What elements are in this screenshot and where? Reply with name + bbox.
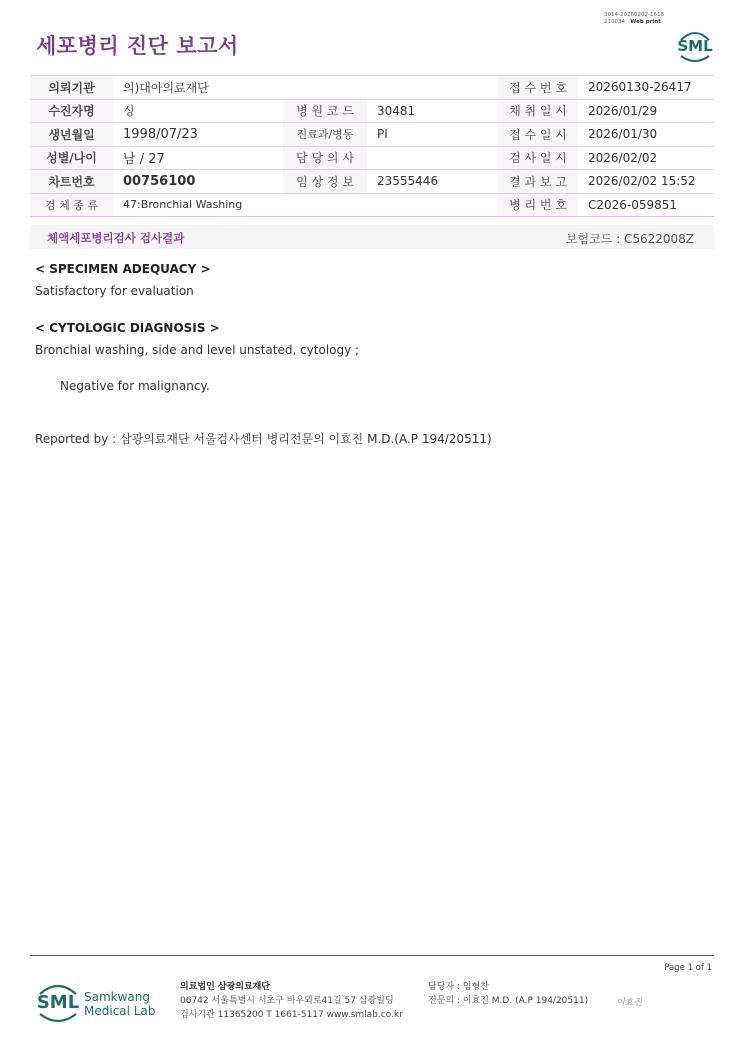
field-value: 2026/01/30: [578, 123, 714, 147]
insurance-code: 보험코드 : C5622008Z: [565, 232, 694, 246]
doctor-name: 이효진 M.D. (A.P 194/20511): [462, 996, 589, 1006]
reported-by: Reported by : 삼광의료재단 서울검사센터 병리전문의 이효진 M.D.(A.P 194/20511): [35, 432, 492, 446]
field-label: 병 리 번 호: [498, 193, 578, 217]
staff-label: 담당자 :: [428, 982, 460, 992]
diagnosis-text: Bronchial washing, side and level unstated, cytology ;: [35, 343, 360, 357]
sml-logo: [676, 26, 714, 66]
logo-text: SML: [677, 37, 713, 55]
field-label: 수진자명: [30, 99, 113, 123]
field-label: 결 과 보 고: [498, 170, 578, 194]
patient-info-table: [30, 75, 714, 217]
field-label: 임 상 정 보: [283, 170, 367, 194]
field-value: 30481: [367, 99, 498, 123]
field-value: 2026/02/02: [578, 146, 714, 170]
org-contact: 검사기관 11365200 T 1661-5117 www.smlab.co.kr: [180, 1010, 403, 1020]
table-row: [30, 99, 714, 123]
doctor-label: 전문의 :: [428, 996, 460, 1006]
field-label: 채 취 일 시: [498, 99, 578, 123]
field-label: 차트번호: [30, 170, 113, 194]
table-row: [30, 193, 714, 217]
table-row: [30, 76, 714, 100]
field-label: 진료과/병동: [283, 123, 367, 147]
table-row: [30, 123, 714, 147]
footer-logo-text: SML: [36, 992, 80, 1013]
field-value: 00756100: [113, 170, 283, 194]
field-label: 접 수 번 호: [498, 76, 578, 100]
section-header: [30, 225, 714, 249]
adequacy-text: Satisfactory for evaluation: [35, 284, 194, 298]
brand-line1: Samkwang: [84, 990, 150, 1004]
field-value: C2026-059851: [578, 193, 714, 217]
footer-org-info: [180, 980, 403, 1022]
page-number: Page 1 of 1: [664, 963, 712, 973]
footer-staff-info: [428, 980, 588, 1008]
field-value: 2026/01/29: [578, 99, 714, 123]
table-row: [30, 170, 714, 194]
org-name: 의료법인 삼광의료재단: [180, 982, 271, 992]
print-meta: [604, 12, 664, 26]
field-label: 생년월일: [30, 123, 113, 147]
table-row: [30, 146, 714, 170]
print-meta-id: 3014-20260202-1618: [604, 12, 664, 18]
staff-name: 임형찬: [462, 982, 489, 992]
doctor-signature: 이효진: [616, 998, 643, 1008]
field-label: 접 수 일 시: [498, 123, 578, 147]
field-label: 의뢰기관: [30, 76, 113, 100]
field-value: 싱: [113, 99, 283, 123]
field-value: [367, 146, 498, 170]
section-title: 체액세포병리검사 검사결과: [47, 231, 185, 245]
field-value: PI: [367, 123, 498, 147]
field-value: 23555446: [367, 170, 498, 194]
diagnosis-result: Negative for malignancy.: [60, 379, 210, 393]
diagnosis-heading: < CYTOLOGIC DIAGNOSIS >: [35, 321, 220, 335]
field-value: 남 / 27: [113, 146, 283, 170]
footer-divider: [30, 955, 714, 956]
report-title: 세포병리 진단 보고서: [36, 34, 239, 58]
field-value: 1998/07/23: [113, 123, 283, 147]
field-label: 병 원 코 드: [283, 99, 367, 123]
org-address: 06742 서울특별시 서초구 바우뫼로41길 57 삼광빌딩: [180, 996, 394, 1006]
field-label: 담 당 의 사: [283, 146, 367, 170]
field-value: 2026/02/02 15:52: [578, 170, 714, 194]
brand-line2: Medical Lab: [84, 1004, 156, 1018]
field-label: 검 사 일 시: [498, 146, 578, 170]
footer-logo: [36, 980, 161, 1026]
field-label: 검 체 종 류: [30, 193, 113, 217]
field-value: 47:Bronchial Washing: [113, 193, 498, 217]
adequacy-heading: < SPECIMEN ADEQUACY >: [35, 262, 211, 276]
field-value: 20260130-26417: [578, 76, 714, 100]
field-label: 성별/나이: [30, 146, 113, 170]
field-value: 의)대아의료재단: [113, 76, 498, 100]
print-meta-mode: Web print: [630, 19, 661, 25]
print-meta-code: 210034: [604, 19, 625, 25]
